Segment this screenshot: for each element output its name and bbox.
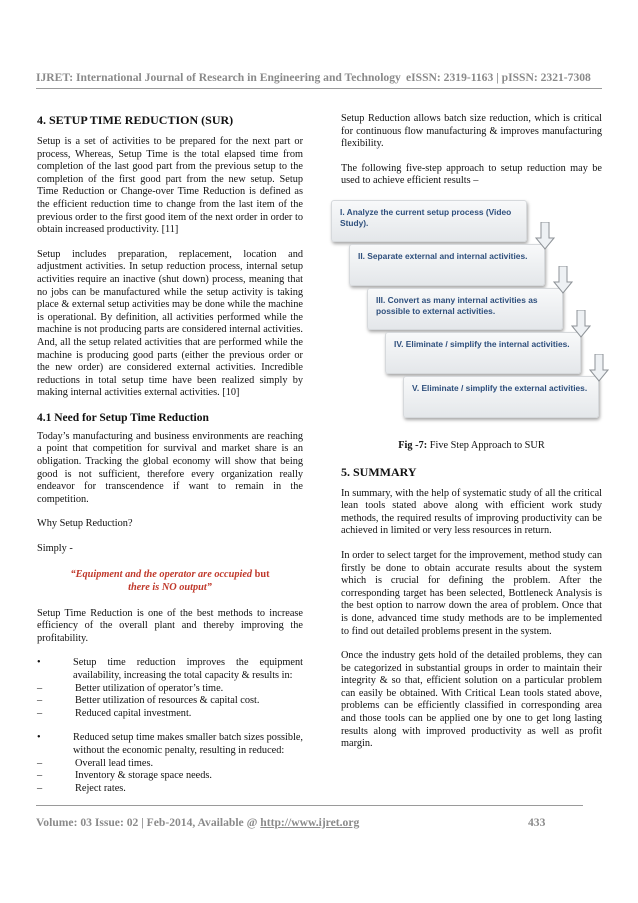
dash-item: – Reduced capital investment.	[37, 707, 192, 719]
bullet-item: • Reduced setup time makes smaller batch sizes possible, without the economic penalty, resulting in reduced:	[37, 732, 303, 756]
header-divider	[36, 88, 602, 89]
why-question: Why Setup Reduction?	[37, 518, 133, 530]
running-header	[36, 71, 602, 84]
journal-link[interactable]: http://www.ijret.org	[260, 816, 360, 829]
dash-item: – Better utilization of resources & capital cost.	[37, 695, 260, 707]
page-number: 433	[528, 816, 546, 829]
step-1-box: I. Analyze the current setup process (Video Study).	[331, 200, 527, 242]
down-arrow-icon	[571, 310, 591, 338]
volume-info: Volume: 03 Issue: 02 | Feb-2014, Available @	[36, 816, 261, 829]
step-3-box: III. Convert as many internal activities as possible to external activities.	[367, 288, 563, 330]
section-4-heading: 4. SETUP TIME REDUCTION (SUR)	[37, 113, 234, 127]
dash-item: – Inventory & storage space needs.	[37, 770, 212, 782]
step-5-box: V. Eliminate / simplify the external activities.	[403, 376, 599, 418]
batch-size-paragraph: Setup Reduction allows batch size reduction, which is critical for continuous flow manufacturing & improves manufacturing flexibility.	[341, 113, 602, 150]
journal-name: IJRET: International Journal of Research in Engineering and Technology	[36, 71, 401, 84]
bullet-item: • Setup time reduction improves the equipment availability, increasing the total capacity & results in:	[37, 657, 303, 681]
setup-activities-paragraph: Setup includes preparation, replacement, location and adjustment activities. In setup reduction process, internal setup activities require an inactive (shut down) process, meaning that no jobs can be manufactured while the setup activity is taking place & external setup activities may be done while the machine is operational. By definition, all activities performed while the machine is not producing parts are considered internal activities. And, all the setup related activities that are performed while the machine is producing good parts (either the previous order or the new order) are considered external activities. Incredible reductions in total setup time have been realized simply by making internal activities external activities. [10]	[37, 248, 303, 399]
right-column	[341, 113, 602, 763]
setup-definition-paragraph: Setup is a set of activities to be prepared for the next part or process, Whereas, Setup Time is the total elapsed time from completion of the last good part from the previous setup to the completion of the first good part from the new setup. Setup Time Reduction or Change-over Time Reduction is defined as the efficient reduction time to change from the last item of the previous order to the first good item of the next order in order to obtain increased productivity. [11]	[37, 136, 303, 236]
down-arrow-icon	[535, 222, 555, 250]
running-footer	[36, 816, 548, 829]
dash-item: – Overall lead times.	[37, 757, 154, 769]
bullet-block-1	[37, 657, 303, 720]
summary-paragraph-2: In order to select target for the improvement, method study can firstly be done to obtain accurate results about the system which is crucial for defining the problem. After the corresponding target has been selected, Bottleneck Analysis is the best option to narrow down the area of problem. Once that is done, advanced time study methods are to be implemented to find out detailed problems present in the system.	[341, 549, 602, 637]
dash-item: – Reject rates.	[37, 782, 126, 794]
step-4-box: IV. Eliminate / simplify the internal activities.	[385, 332, 581, 374]
key-quote: “Equipment and the operator are occupied but there is NO output”	[70, 568, 270, 593]
figure-caption: Fig -7: Five Step Approach to SUR	[398, 439, 545, 451]
footer-divider	[36, 805, 583, 806]
bullet-block-2	[37, 732, 303, 795]
simply-label: Simply -	[37, 543, 73, 555]
left-column	[37, 113, 303, 807]
down-arrow-icon	[589, 354, 609, 382]
step-2-box: II. Separate external and internal activities.	[349, 244, 545, 286]
five-step-diagram	[327, 200, 617, 432]
section-5-heading: 5. SUMMARY	[341, 464, 417, 479]
section-4-1-heading: 4.1 Need for Setup Time Reduction	[37, 411, 209, 424]
dash-item: – Better utilization of operator’s time.	[37, 682, 224, 694]
issn-info: eISSN: 2319-1163 | pISSN: 2321-7308	[406, 71, 591, 84]
five-step-intro: The following five-step approach to setup reduction may be used to achieve efficient results –	[341, 162, 602, 187]
need-paragraph: Today’s manufacturing and business environments are reaching a point that competition for survival and market share is an obligation. Tracking the global economy will show that being good is not sufficient, therefore every organization really endeavor for transcendence if want to remain in the competition.	[37, 430, 303, 505]
summary-paragraph-1: In summary, with the help of systematic study of all the critical lean tools stated above along with efficient work study methods, the required results of improving productivity can be achieved in limited or very less resources in return.	[341, 487, 602, 537]
efficiency-paragraph: Setup Time Reduction is one of the best methods to increase efficiency of the overall plant and thereby improving the profitability.	[37, 607, 303, 644]
down-arrow-icon	[553, 266, 573, 294]
summary-paragraph-3: Once the industry gets hold of the detailed problems, they can be categorized in substantial groups in order to maintain their integrity & so that, efficient solution on a particular problem can easily be obtained. With Critical Lean tools stated above, problems can be efficiently classified in corresponding area and those tools can be applied one by one to get long lasting results along with improved productivity as well as profit margin.	[341, 650, 602, 750]
